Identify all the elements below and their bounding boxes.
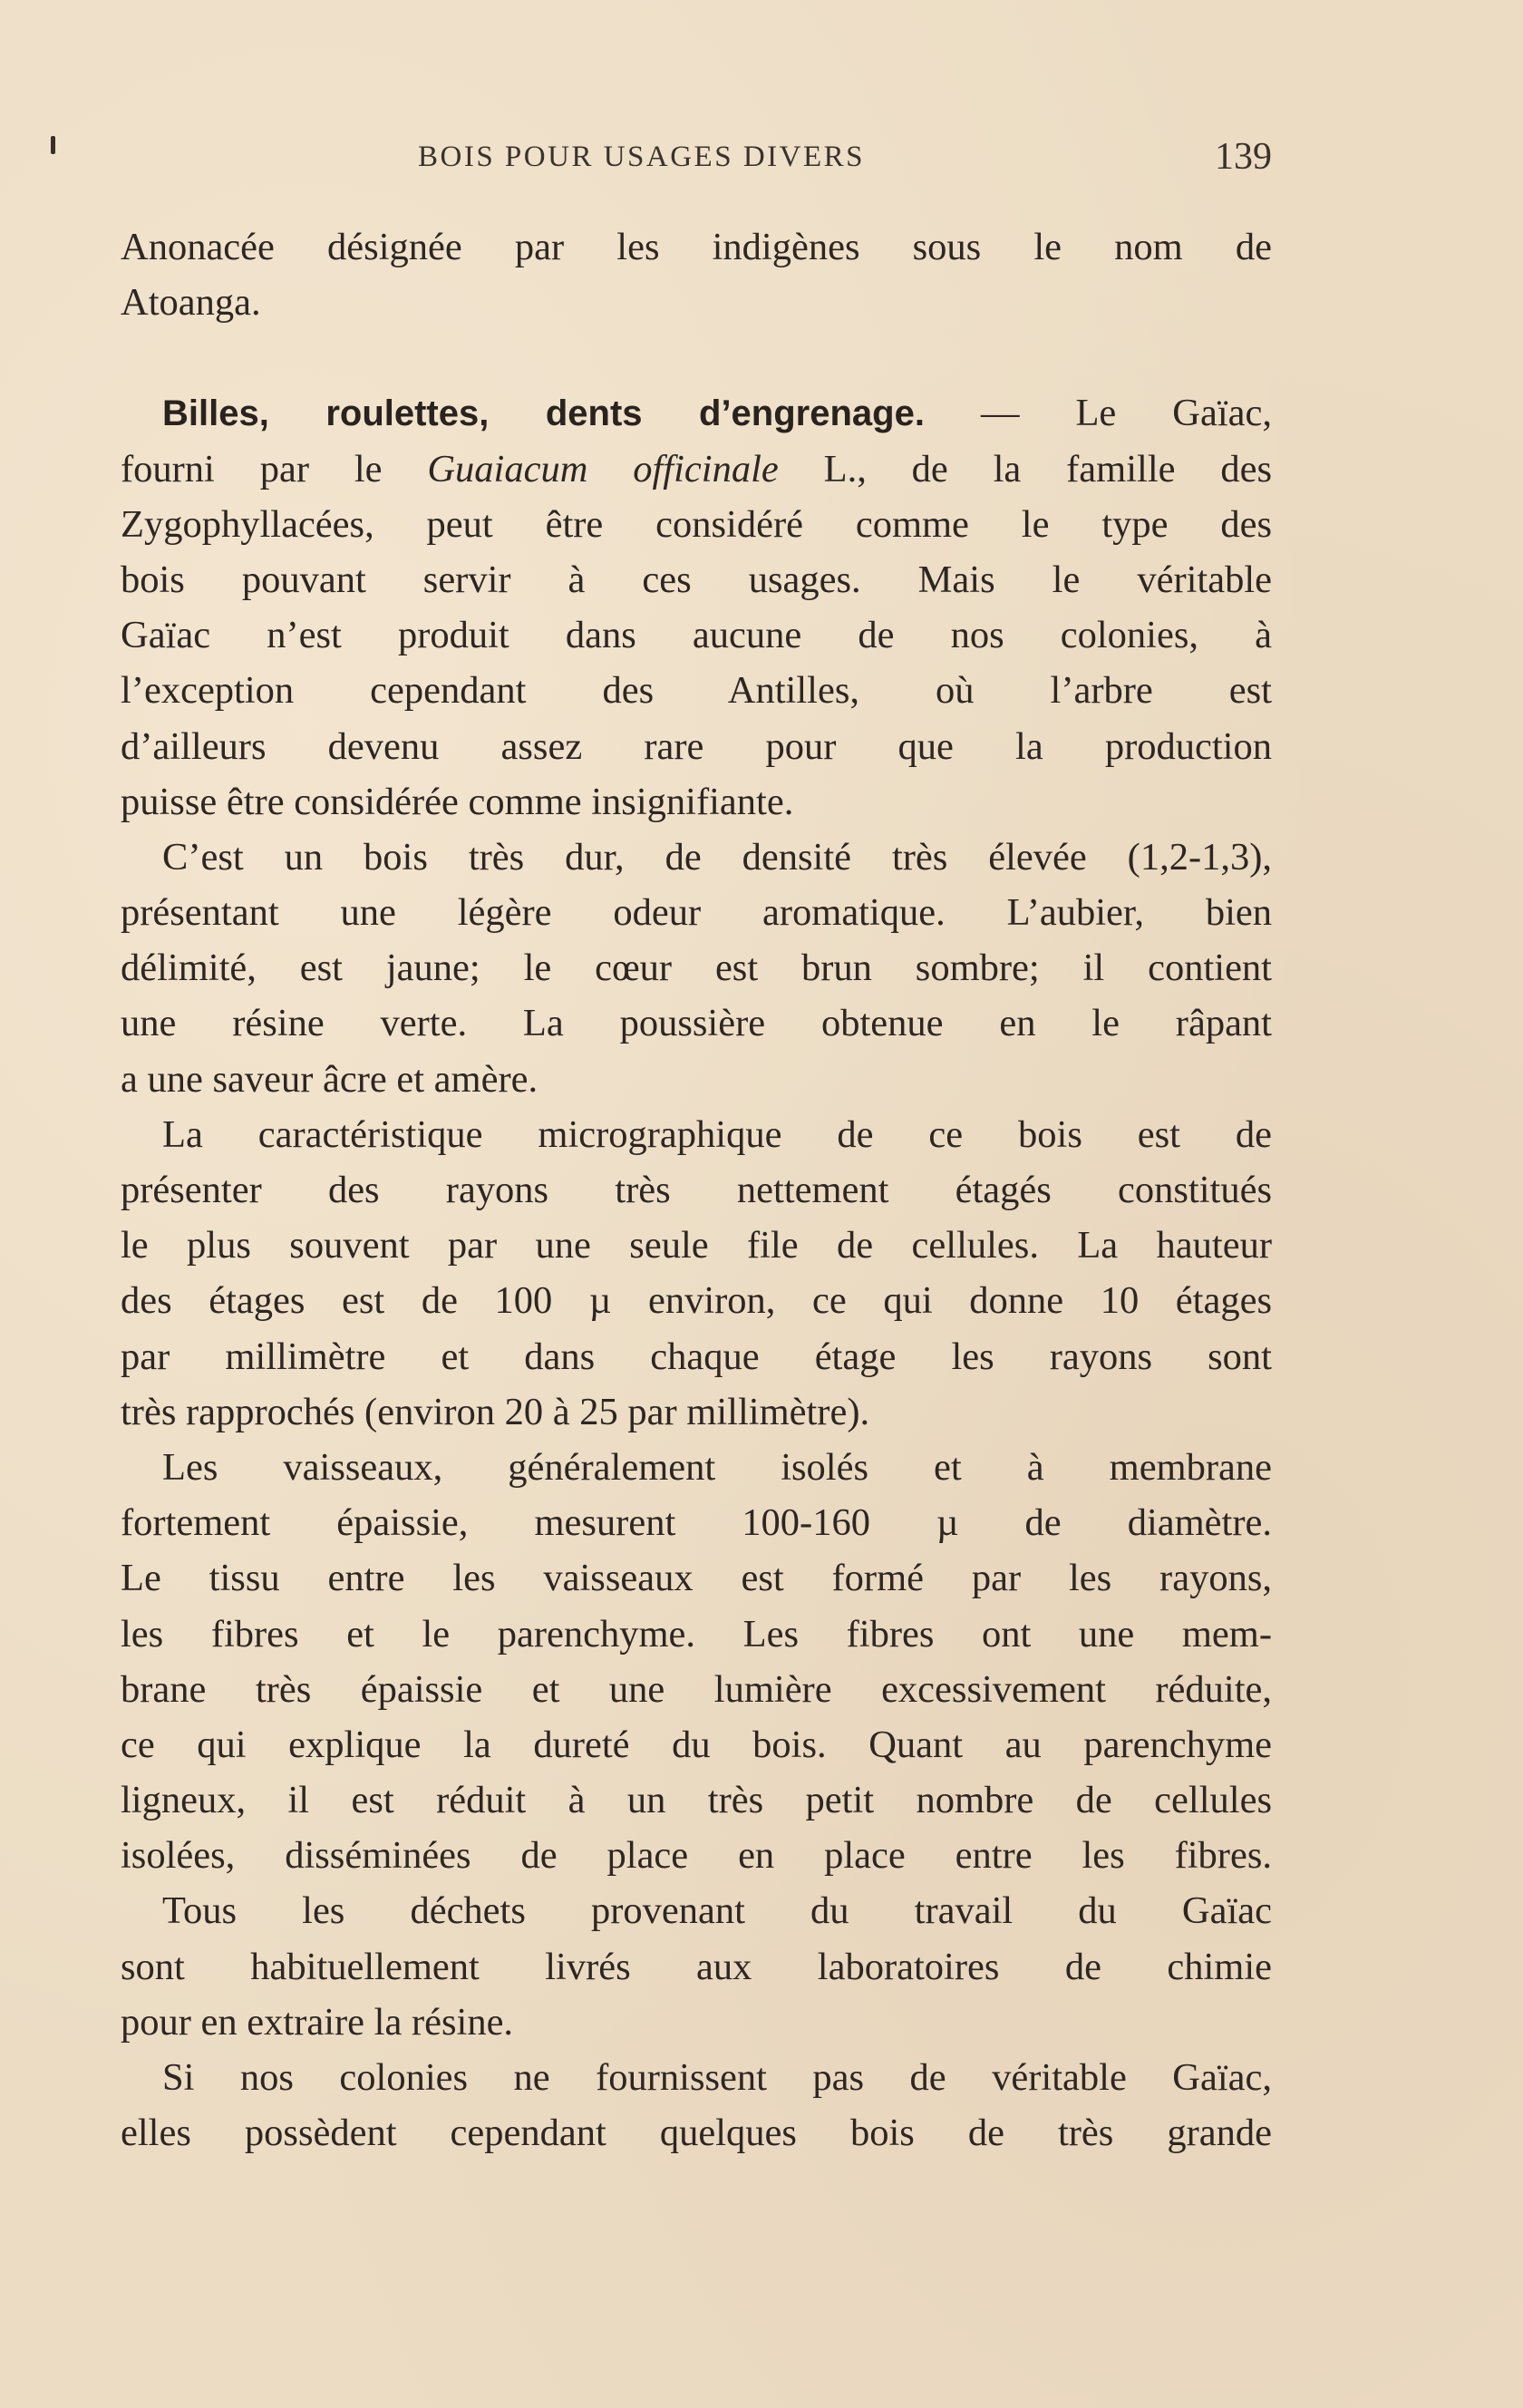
species-name: Guaiacum officinale [427,447,779,490]
paragraph [121,1107,1272,1440]
text-line: sont habituellement livrés aux laboratoires de chimie [121,1945,1272,1988]
text-line: une résine verte. La poussière obtenue en le râpant [121,1002,1272,1045]
body-text [121,219,1272,2160]
paragraph [121,1440,1272,1884]
text-run: L., de la famille des [778,447,1272,490]
paragraph [121,1883,1272,2050]
text-line: les fibres et le parenchyme. Les fibres ont une mem- [121,1612,1272,1656]
text-line: Tous les déchets provenant du travail du Gaïac [162,1889,1272,1933]
text-line: Zygophyllacées, peut être considéré comme le type des [121,502,1272,546]
running-title: BOIS POUR USAGES DIVERS [418,141,865,173]
text-line: La caractéristique micrographique de ce bois est de [162,1112,1272,1156]
text-line: brane très épaissie et une lumière excessivement réduite, [121,1667,1272,1711]
margin-ink-mark [51,136,55,154]
paragraph-continuation [121,219,1272,330]
text-line: elles possèdent cependant quelques bois de très grande [121,2112,1272,2155]
text-line: puisse être considérée comme insignifiante. [121,780,794,823]
section-heading: Billes, roulettes, dents d’engrenage. [162,393,925,434]
text-line: C’est un bois très dur, de densité très élevée (1,2-1,3), [162,835,1272,879]
text-line: très rapprochés (environ 20 à 25 par millimètre). [121,1390,870,1433]
text-line: Gaïac n’est produit dans aucune de nos colonies, à [121,614,1272,657]
text-line: Atoanga. [121,281,261,325]
text-line: ce qui explique la dureté du bois. Quant au parenchyme [121,1723,1272,1766]
page-number: 139 [1215,136,1272,178]
text-line: pour en extraire la résine. [121,2000,514,2044]
text-line: présentant une légère odeur aromatique. L’aubier, bien [121,891,1272,935]
text-line: bois pouvant servir à ces usages. Mais le véritable [121,558,1272,601]
text-line: par millimètre et dans chaque étage les rayons sont [121,1335,1272,1378]
running-header [121,136,1272,186]
text-line: fortement épaissie, mesurent 100-160 µ de diamètre. [121,1501,1272,1545]
text-line: isolées, disséminées de place en place entre les fibres. [121,1834,1272,1878]
text-line: Anonacée désignée par les indigènes sous le nom de [121,226,1272,268]
text-line: des étages est de 100 µ environ, ce qui donne 10 étages [121,1279,1272,1323]
text-line: l’exception cependant des Antilles, où l’arbre est [121,669,1272,713]
paragraph [121,830,1272,1107]
text-line: présenter des rayons très nettement étagés constitués [121,1169,1272,1211]
text-line: ligneux, il est réduit à un très petit nombre de cellules [121,1779,1272,1822]
text-line: d’ailleurs devenu assez rare pour que la production [121,724,1272,768]
text-line: a une saveur âcre et amère. [121,1057,538,1101]
text-line: Les vaisseaux, généralement isolés et à membrane [162,1445,1272,1489]
text-run: — Le Gaïac, [924,392,1272,435]
paragraph-section-billes [121,385,1272,830]
text-line: Si nos colonies ne fournissent pas de véritable Gaïac, [162,2056,1272,2099]
paragraph [121,2050,1272,2160]
text-line: délimité, est jaune; le cœur est brun sombre; il contient [121,947,1272,990]
text-run: fourni par le [121,447,428,490]
text-line: le plus souvent par une seule file de cellules. La hauteur [121,1224,1272,1267]
text-line: Le tissu entre les vaisseaux est formé par les rayons, [121,1557,1272,1600]
